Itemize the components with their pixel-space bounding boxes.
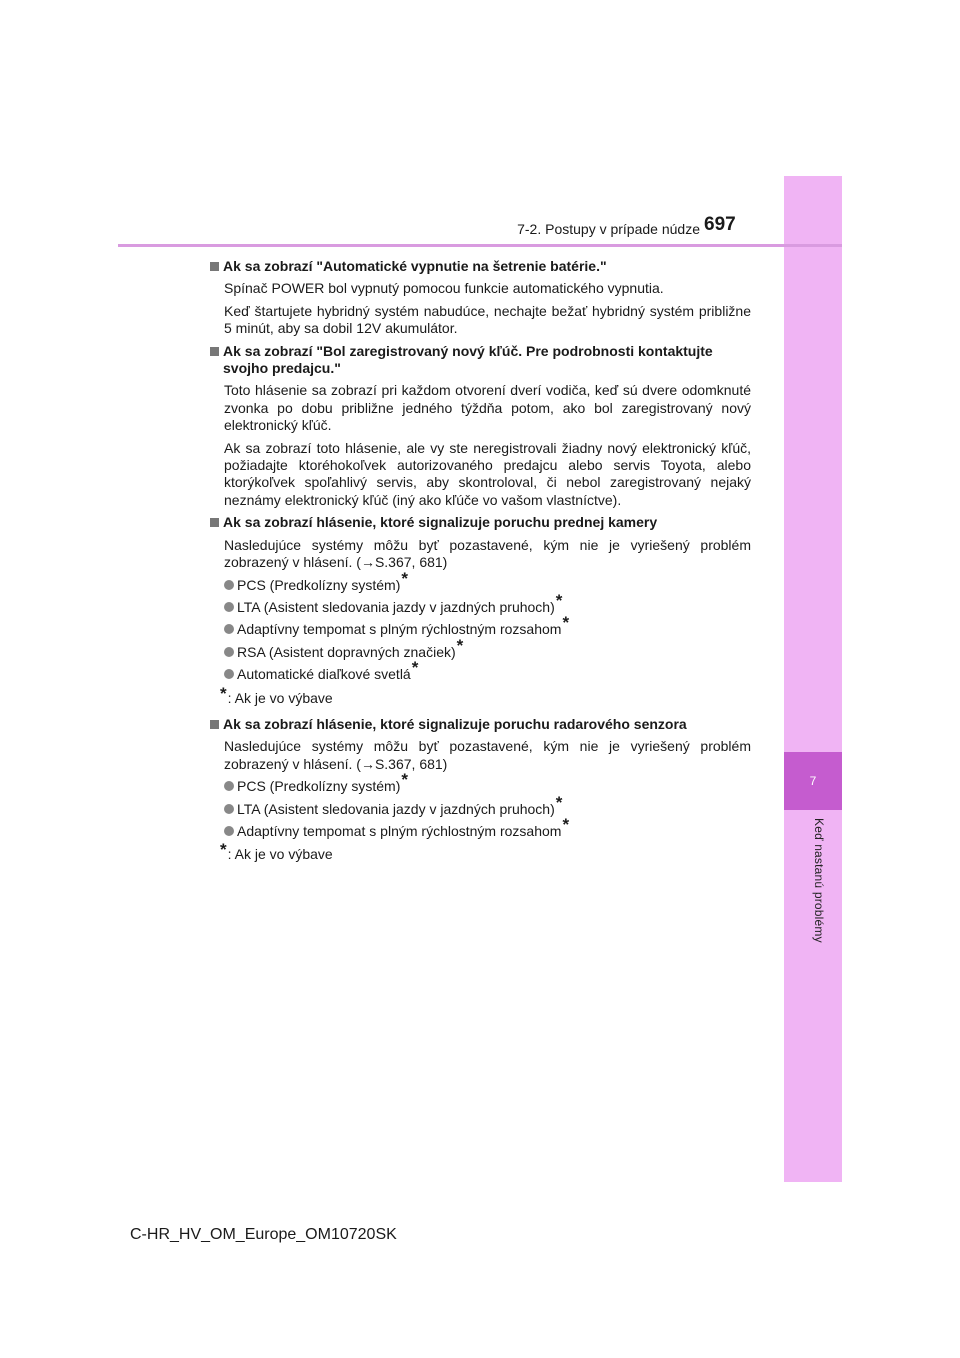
footnote	[220, 683, 751, 707]
section-heading	[206, 716, 751, 733]
square-bullet-icon	[210, 518, 219, 527]
asterisk-mark: *	[456, 635, 464, 655]
list-item-text: PCS (Predkolízny systém)	[237, 778, 401, 795]
heading-text: Ak sa zobrazí "Bol zaregistrovaný nový kľúč. Pre podrobnosti kontaktujte svojho predajcu."	[223, 342, 713, 377]
paragraph: Keď štartujete hybridný systém nabudúce, nechajte bežať hybridný systém približne 5 minút, aby sa dobil 12V akumulátor.	[224, 302, 751, 337]
list-item	[224, 635, 751, 661]
chapter-label: Keď nastanú problémy	[812, 818, 826, 943]
heading-text: Ak sa zobrazí hlásenie, ktoré signalizuje poruchu radarového senzora	[223, 715, 687, 732]
chapter-number-badge: 7	[784, 752, 842, 810]
page-number: 697	[704, 214, 736, 235]
heading-text: Ak sa zobrazí hlásenie, ktoré signalizuje poruchu prednej kamery	[223, 514, 658, 531]
list-item	[224, 658, 751, 683]
asterisk-mark: *	[220, 840, 227, 860]
list-item-text: Automatické diaľkové svetlá	[237, 666, 411, 683]
paragraph: Nasledujúce systémy môžu byť pozastavené, kým nie je vyriešený problém zobrazený v hlásení. (→S.367, 681)	[224, 536, 751, 571]
footnote	[220, 840, 751, 863]
list-item-text: Adaptívny tempomat s plným rýchlostným rozsahom	[237, 822, 562, 839]
paragraph: Toto hlásenie sa zobrazí pri každom otvorení dverí vodiča, keď sú dvere odomknuté zvonka po dobu približne jedného týždňa potom, ako bol zaregistrovaný nový elektronický kľúč.	[224, 382, 751, 434]
asterisk-mark: *	[555, 590, 563, 610]
asterisk-mark: *	[220, 683, 227, 703]
asterisk-mark: *	[401, 568, 408, 588]
paragraph: Ak sa zobrazí toto hlásenie, ale vy ste neregistrovali žiadny nový elektronický kľúč, požiadajte ktoréhokoľvek autorizovaného predajcu alebo servis Toyota, alebo ktorýkoľvek spoľahlivý servis, aby skontroloval, či nebol zaregistrovaný nejaký neznámy elektronický kľúč (iný ako kľúče vo vašom vlastníctve).	[224, 439, 751, 508]
round-bullet-icon	[224, 647, 234, 657]
square-bullet-icon	[210, 262, 219, 271]
round-bullet-icon	[224, 580, 234, 590]
square-bullet-icon	[210, 347, 219, 356]
square-bullet-icon	[210, 720, 219, 729]
footnote-text: : Ak je vo výbave	[227, 689, 333, 706]
section-heading	[206, 514, 751, 531]
asterisk-mark: *	[562, 613, 570, 633]
asterisk-mark: *	[401, 770, 408, 790]
asterisk-mark: *	[562, 814, 570, 834]
paragraph: Nasledujúce systémy môžu byť pozastavené, kým nie je vyriešený problém zobrazený v hlásení. (→S.367, 681)	[224, 738, 751, 772]
list-item	[224, 613, 751, 638]
round-bullet-icon	[224, 602, 234, 612]
page-content	[206, 253, 751, 864]
round-bullet-icon	[224, 669, 234, 679]
list-item	[224, 770, 751, 795]
heading-text: Ak sa zobrazí "Automatické vypnutie na šetrenie batérie."	[223, 258, 607, 274]
document-footer-id: C-HR_HV_OM_Europe_OM10720SK	[130, 1226, 397, 1243]
list-item	[224, 814, 751, 840]
round-bullet-icon	[224, 781, 234, 791]
list-item-text: LTA (Asistent sledovania jazdy v jazdných pruhoch)	[237, 598, 555, 615]
list-item-text: Adaptívny tempomat s plným rýchlostným rozsahom	[237, 621, 562, 638]
paragraph: Spínač POWER bol vypnutý pomocou funkcie automatického vypnutia.	[224, 280, 664, 297]
header-divider	[118, 244, 842, 247]
list-item	[224, 568, 751, 594]
section-heading	[206, 258, 751, 275]
round-bullet-icon	[224, 826, 234, 836]
list-item	[224, 590, 751, 616]
list-item-text: LTA (Asistent sledovania jazdy v jazdných pruhoch)	[237, 800, 555, 817]
section-heading	[206, 343, 751, 378]
list-item	[224, 792, 751, 818]
round-bullet-icon	[224, 624, 234, 634]
asterisk-mark: *	[411, 658, 419, 678]
asterisk-mark: *	[555, 792, 563, 812]
section-title: 7-2. Postupy v prípade núdze	[517, 221, 700, 237]
round-bullet-icon	[224, 804, 234, 814]
list-item-text: PCS (Predkolízny systém)	[237, 576, 401, 593]
list-item-text: RSA (Asistent dopravných značiek)	[237, 643, 456, 660]
footnote-text: : Ak je vo výbave	[227, 846, 333, 863]
